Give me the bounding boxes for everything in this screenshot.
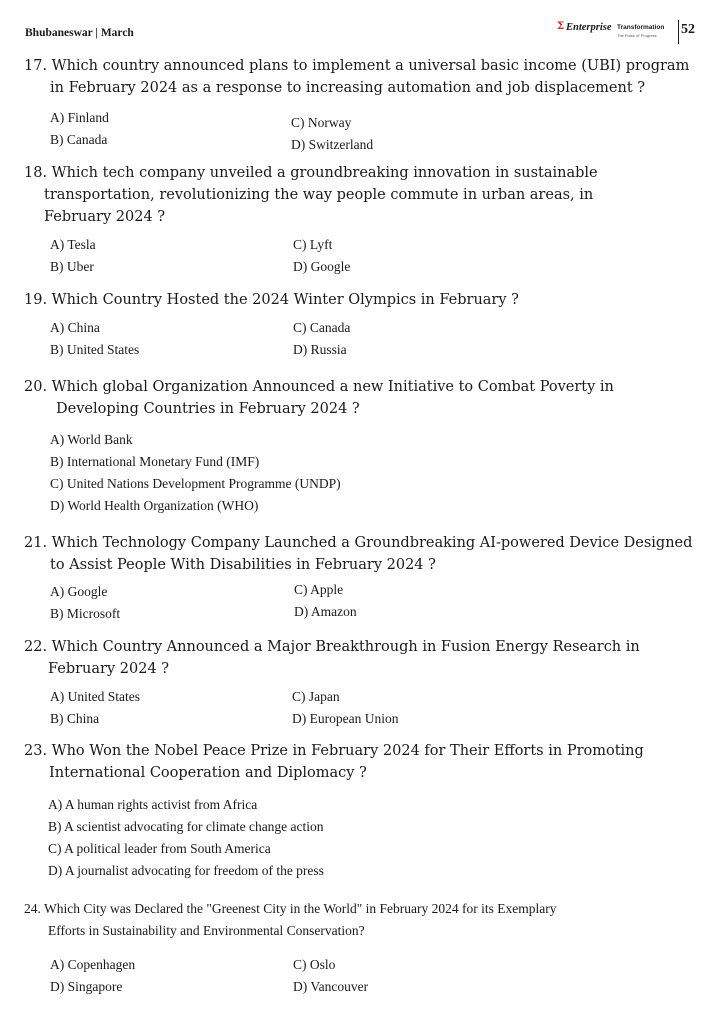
option-c: C) Lyft <box>293 237 333 252</box>
question-number: 19. <box>24 292 48 308</box>
question-20 <box>24 376 614 420</box>
option-b: B) A scientist advocating for climate change action <box>48 819 324 834</box>
option-c: C) Canada <box>293 320 351 335</box>
option-a: A) Google <box>50 584 108 599</box>
option-a: A) Tesla <box>50 237 96 252</box>
option-c: C) Apple <box>294 582 344 597</box>
option-b: B) International Monetary Fund (IMF) <box>50 454 260 469</box>
option-a: A) Copenhagen <box>50 957 136 972</box>
option-b: D) Singapore <box>50 979 123 994</box>
question-18 <box>24 162 598 228</box>
question-number: 20. <box>24 379 48 395</box>
option-b: B) United States <box>50 342 140 357</box>
option-a: A) Finland <box>50 110 109 125</box>
question-text-line1: Which tech company unveiled a groundbreaking innovation in sustainable <box>51 165 598 181</box>
magazine-logo <box>557 19 677 45</box>
option-d: D) Switzerland <box>291 137 374 152</box>
option-a: A) United States <box>50 689 140 704</box>
question-text-line2: in February 2024 as a response to increasing automation and job displacement ? <box>50 80 646 96</box>
option-d: D) Vancouver <box>293 979 369 994</box>
question-23 <box>24 740 644 784</box>
option-c: C) United Nations Development Programme (UNDP) <box>50 476 341 491</box>
option-d: D) World Health Organization (WHO) <box>50 498 259 513</box>
option-c: C) A political leader from South America <box>48 841 271 856</box>
question-number: 24. <box>24 901 41 916</box>
question-text-line1: Which Country Announced a Major Breakthrough in Fusion Energy Research in <box>51 639 640 655</box>
option-d: D) Amazon <box>294 604 357 619</box>
page-number: 52 <box>681 22 695 37</box>
logo-subtitle: Transformation <box>617 24 665 31</box>
question-number: 22. <box>24 639 48 655</box>
option-d: D) European Union <box>292 711 399 726</box>
question-19 <box>24 289 519 311</box>
header-divider <box>678 20 679 44</box>
option-d: D) Russia <box>293 342 347 357</box>
question-text-line1: Which country announced plans to implement a universal basic income (UBI) program <box>51 58 690 74</box>
question-22 <box>24 636 640 680</box>
logo-wordmark: Enterprise <box>566 22 612 33</box>
option-d: D) A journalist advocating for freedom of the press <box>48 863 324 878</box>
question-17 <box>24 55 689 99</box>
logo-tagline: The Pulse of Progress <box>617 33 657 38</box>
option-d: D) Google <box>293 259 351 274</box>
option-b: B) China <box>50 711 100 726</box>
question-21 <box>24 532 692 576</box>
option-a: A) A human rights activist from Africa <box>48 797 258 812</box>
question-text-line2: International Cooperation and Diplomacy ? <box>49 765 367 781</box>
question-number: 21. <box>24 535 48 551</box>
question-text-line1: Which Technology Company Launched a Groundbreaking AI-powered Device Designed <box>51 535 693 551</box>
question-number: 17. <box>24 58 48 74</box>
question-text-line2: February 2024 ? <box>48 661 170 677</box>
question-text-line1: Who Won the Nobel Peace Prize in February 2024 for Their Efforts in Promoting <box>51 743 644 759</box>
question-text-line2: Developing Countries in February 2024 ? <box>56 401 360 417</box>
option-c: C) Norway <box>291 115 352 130</box>
option-a: A) World Bank <box>50 432 133 447</box>
option-b: B) Microsoft <box>50 606 121 621</box>
option-b: B) Uber <box>50 259 94 274</box>
question-number: 18. <box>24 165 48 181</box>
option-c: C) Japan <box>292 689 340 704</box>
question-text-line1: Which global Organization Announced a new Initiative to Combat Poverty in <box>51 379 614 395</box>
option-b: B) Canada <box>50 132 108 147</box>
question-text-line2: Efforts in Sustainability and Environmental Conservation? <box>48 923 365 938</box>
option-a: A) China <box>50 320 100 335</box>
option-c: C) Oslo <box>293 957 336 972</box>
question-24 <box>24 898 556 942</box>
header-location-month: Bhubaneswar | March <box>25 27 134 39</box>
question-text-line1: Which Country Hosted the 2024 Winter Olympics in February ? <box>51 292 519 308</box>
question-text-line2: transportation, revolutionizing the way people commute in urban areas, in <box>44 187 594 203</box>
question-text-line3: February 2024 ? <box>44 209 166 225</box>
question-text-line1: Which City was Declared the "Greenest City in the World" in February 2024 for its Exemplary <box>44 901 557 916</box>
question-number: 23. <box>24 743 48 759</box>
question-text-line2: to Assist People With Disabilities in February 2024 ? <box>50 557 436 573</box>
logo-sigma-icon: Σ <box>557 21 565 32</box>
